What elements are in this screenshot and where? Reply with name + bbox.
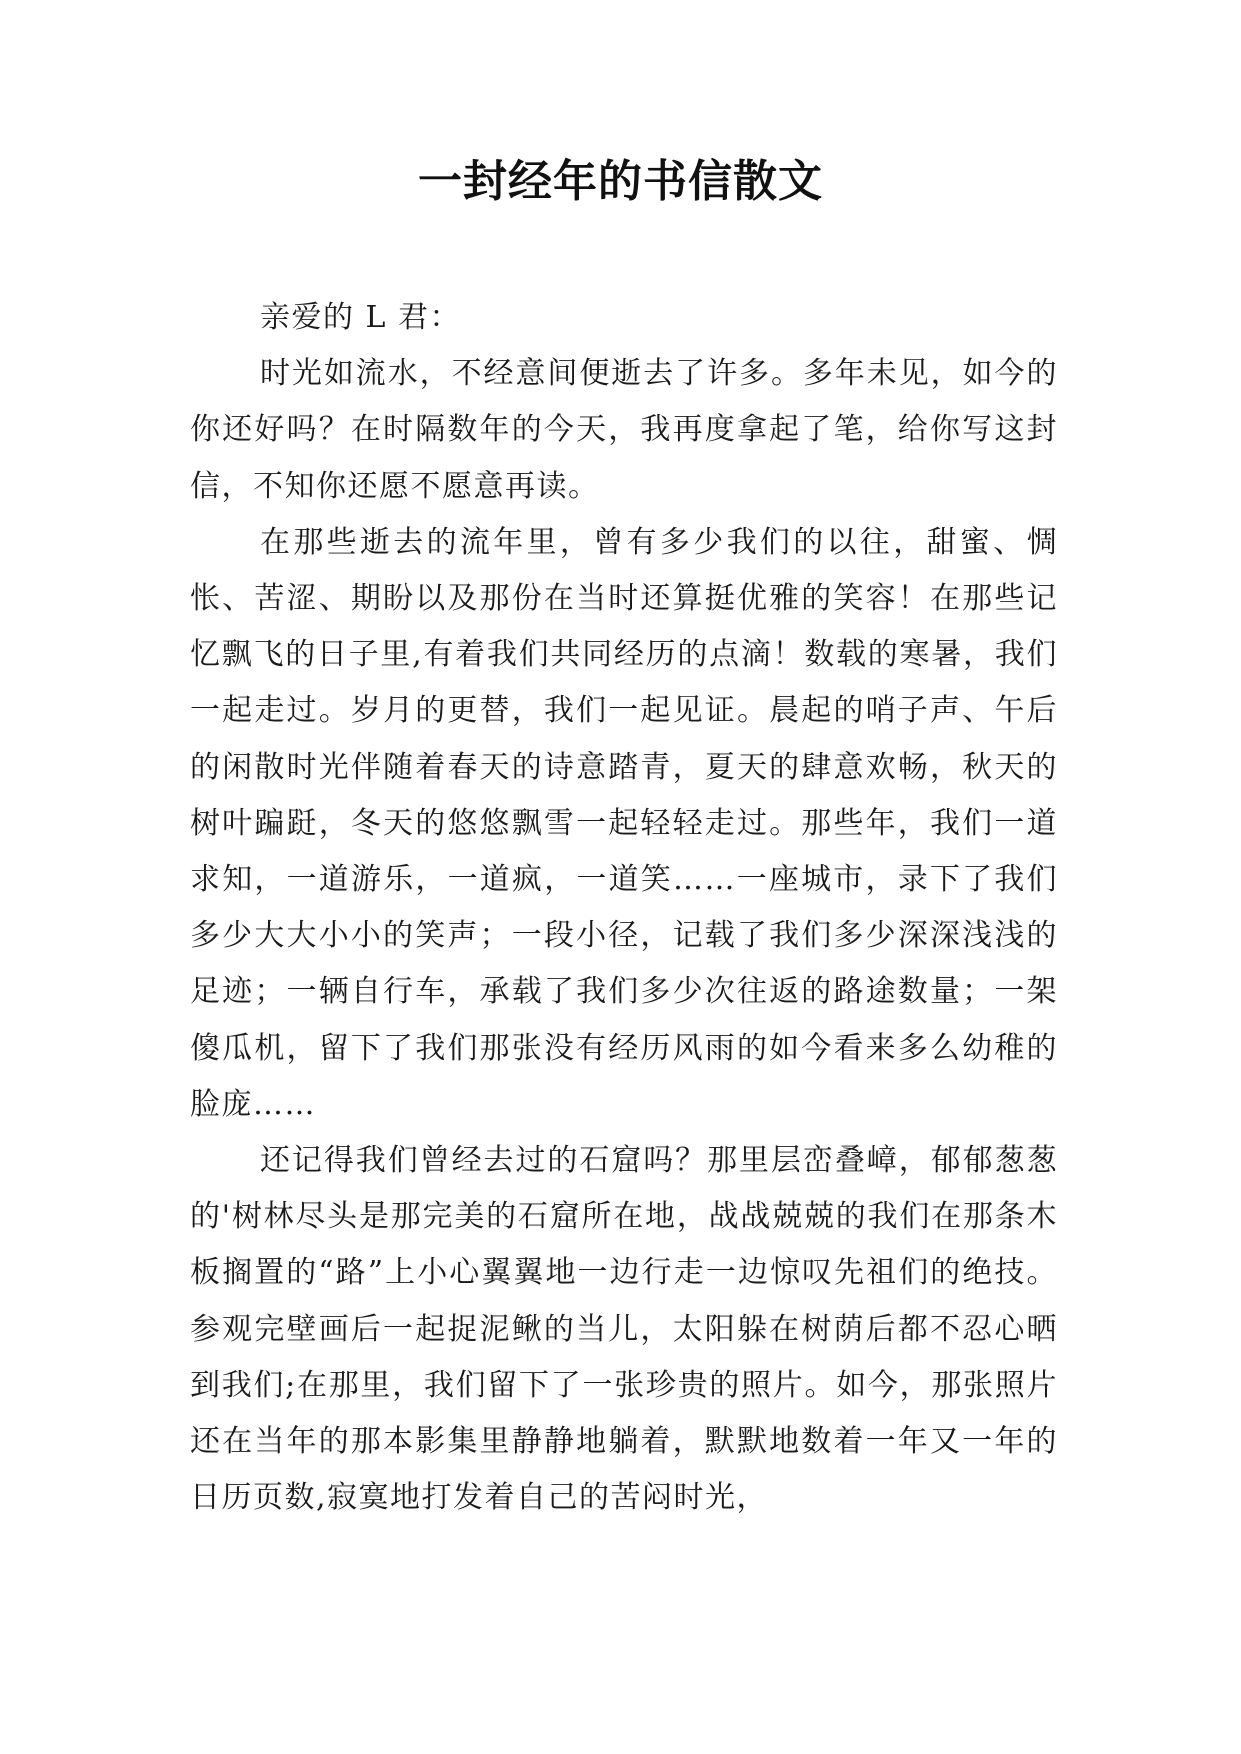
paragraph-2: 在那些逝去的流年里，曾有多少我们的以往，甜蜜、惆怅、苦涩、期盼以及那份在当时还算挺优雅的笑容！在那些记忆飘飞的日子里,有着我们共同经历的点滴！数载的寒暑，我们一起走过。岁月的更替，我们一起见证。晨起的哨子声、午后的闲散时光伴随着春天的诗意踏青，夏天的肆意欢畅，秋天的树叶蹁跹，冬天的悠悠飘雪一起轻轻走过。那些年，我们一道求知，一道游乐，一道疯，一道笑……一座城市，录下了我们多少大大小小的笑声；一段小径，记载了我们多少深深浅浅的足迹；一辆自行车，承载了我们多少次往返的路途数量；一架傻瓜机，留下了我们那张没有经历风雨的如今看来多么幼稚的脸庞…… [190, 524, 1058, 1122]
letter-greeting: 亲爱的 L 君： [260, 300, 461, 335]
document-title: 一封经年的书信散文 [418, 156, 823, 207]
letter-body [190, 290, 1058, 1526]
paragraph-3: 还记得我们曾经去过的石窟吗？那里层峦叠嶂，郁郁葱葱的'树林尽头是那完美的石窟所在地，战战兢兢的我们在那条木板搁置的“路”上小心翼翼地一边行走一边惊叹先祖们的绝技。参观完壁画后一起捉泥鳅的当儿，太阳躲在树荫后都不忍心晒到我们;在那里，我们留下了一张珍贵的照片。如今，那张照片还在当年的那本影集里静静地躺着，默默地数着一年又一年的日历页数,寂寞地打发着自己的苦闷时光， [190, 1143, 1058, 1516]
paragraph-1: 时光如流水，不经意间便逝去了许多。多年未见，如今的你还好吗？在时隔数年的今天，我再度拿起了笔，给你写这封信，不知你还愿不愿意再读。 [190, 356, 1058, 504]
